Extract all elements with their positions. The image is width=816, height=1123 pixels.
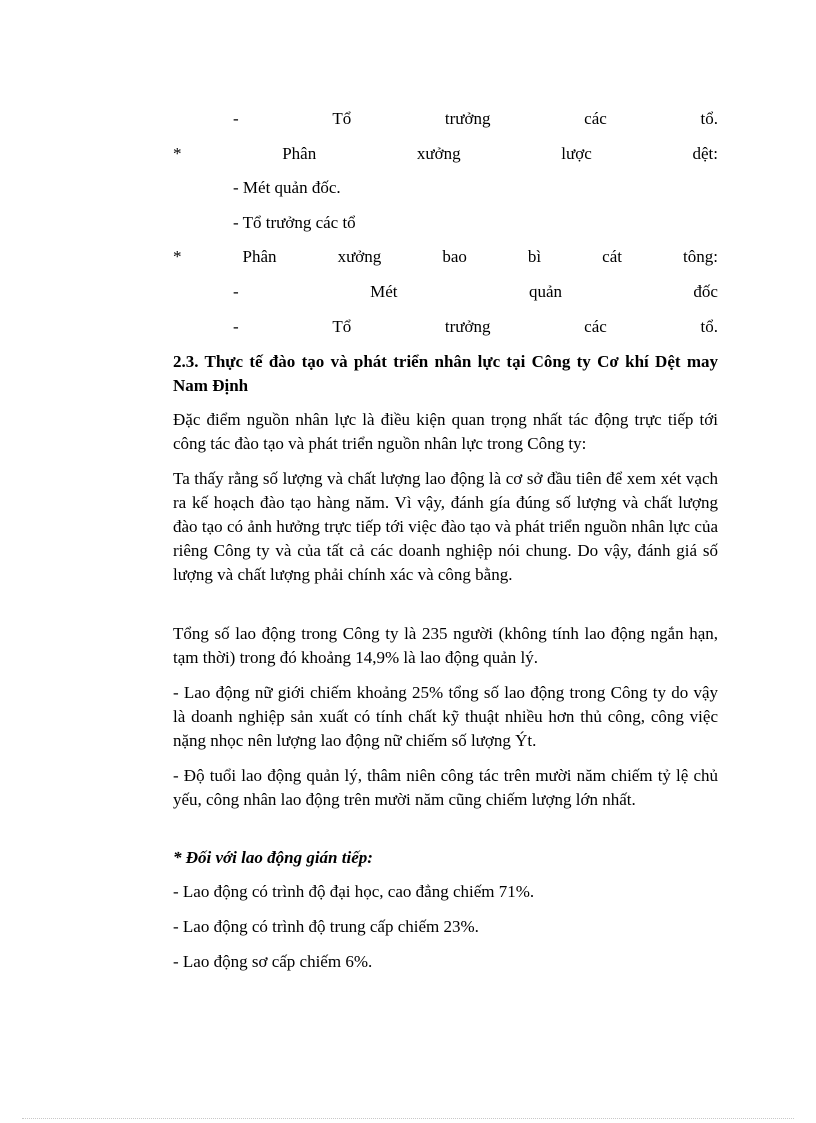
- org-word: bì: [527, 247, 542, 266]
- indirect-item-3: - Lao động sơ cấp chiếm 6%.: [173, 952, 373, 971]
- section-heading: 2.3. Thực tế đào tạo và phát triển nhân lực tại Công ty Cơ khí Dệt may Nam Định: [173, 352, 718, 395]
- org-word: Mét: [370, 282, 398, 301]
- org-word: -: [233, 317, 239, 336]
- org-line-7: [233, 315, 718, 339]
- org-word: các: [584, 109, 607, 128]
- org-word: tổ.: [700, 317, 718, 336]
- org-line-4: - Tổ trưởng các tổ: [233, 213, 356, 232]
- paragraph-text: Tổng số lao động trong Công ty là 235 người (không tính lao động ngắn hạn, tạm thời) trong đó khoảng 14,9% là lao động quản lý.: [173, 624, 718, 667]
- org-word: quản: [528, 282, 562, 301]
- org-word: Phân: [242, 247, 277, 266]
- org-line-3: - Mét quản đốc.: [233, 178, 341, 197]
- paragraph-1: [173, 408, 718, 456]
- org-word: *: [173, 144, 182, 163]
- paragraph-text: Đặc điểm nguồn nhân lực là điều kiện quan trọng nhất tác động trực tiếp tới công tác đào tạo và phát triển nguồn nhân lực trong Công ty:: [173, 410, 718, 453]
- paragraph-3: [173, 622, 718, 670]
- org-word: lược: [561, 144, 592, 163]
- page-bottom-rule: [22, 1118, 794, 1119]
- paragraph-4: [173, 681, 718, 753]
- org-word: *: [173, 247, 182, 266]
- org-word: tông:: [683, 247, 718, 266]
- org-word: Tổ: [332, 109, 352, 128]
- org-line-2: [173, 142, 718, 166]
- org-word: xưởng: [416, 144, 461, 163]
- org-word: tổ.: [700, 109, 718, 128]
- indirect-item-1: - Lao động có trình độ đại học, cao đẳng chiếm 71%.: [173, 882, 535, 901]
- org-word: trưởng: [444, 109, 491, 128]
- paragraph-text: Ta thấy rằng số lượng và chất lượng lao động là cơ sở đầu tiên để xem xét vạch ra kế hoạch đào tạo hàng năm. Vì vậy, đánh gía đúng số lượng và chất lượng đào tạo có ảnh hưởng trực tiếp tới việc đào tạo và phát triển nguồn nhân lực của riêng Công ty và của tất cả các doanh nghiệp nói chung. Do vậy, đánh giá số lượng và chất lượng phải chính xác và công bằng.: [173, 469, 718, 584]
- org-word: Phân: [282, 144, 317, 163]
- org-word: đốc: [693, 282, 718, 301]
- paragraph-text: - Lao động nữ giới chiếm khoảng 25% tổng số lao động trong Công ty do vậy là doanh nghiệp sản xuất có tính chất kỹ thuật nhiều hơn thủ công, công việc nặng nhọc nên lượng lao động nữ chiếm số lượng Ýt.: [173, 683, 718, 750]
- paragraph-5: [173, 764, 718, 812]
- org-line-6: [233, 280, 718, 304]
- paragraph-text: - Độ tuổi lao động quản lý, thâm niên công tác trên mười năm chiếm tỷ lệ chủ yếu, công nhân lao động trên mười năm cũng chiếm lượng lớn nhất.: [173, 766, 718, 809]
- org-line-1: [233, 107, 718, 131]
- org-word: xưởng: [337, 247, 382, 266]
- org-word: cát: [602, 247, 622, 266]
- org-word: -: [233, 282, 239, 301]
- indirect-heading: * Đối với lao động gián tiếp:: [173, 848, 373, 867]
- org-line-5: [173, 245, 718, 269]
- indirect-item-2: - Lao động có trình độ trung cấp chiếm 23%.: [173, 917, 479, 936]
- paragraph-2: [173, 467, 718, 587]
- org-word: -: [233, 109, 239, 128]
- org-word: trưởng: [444, 317, 491, 336]
- org-word: Tổ: [332, 317, 352, 336]
- org-word: bao: [442, 247, 467, 266]
- org-word: các: [584, 317, 607, 336]
- org-word: dệt:: [692, 144, 718, 163]
